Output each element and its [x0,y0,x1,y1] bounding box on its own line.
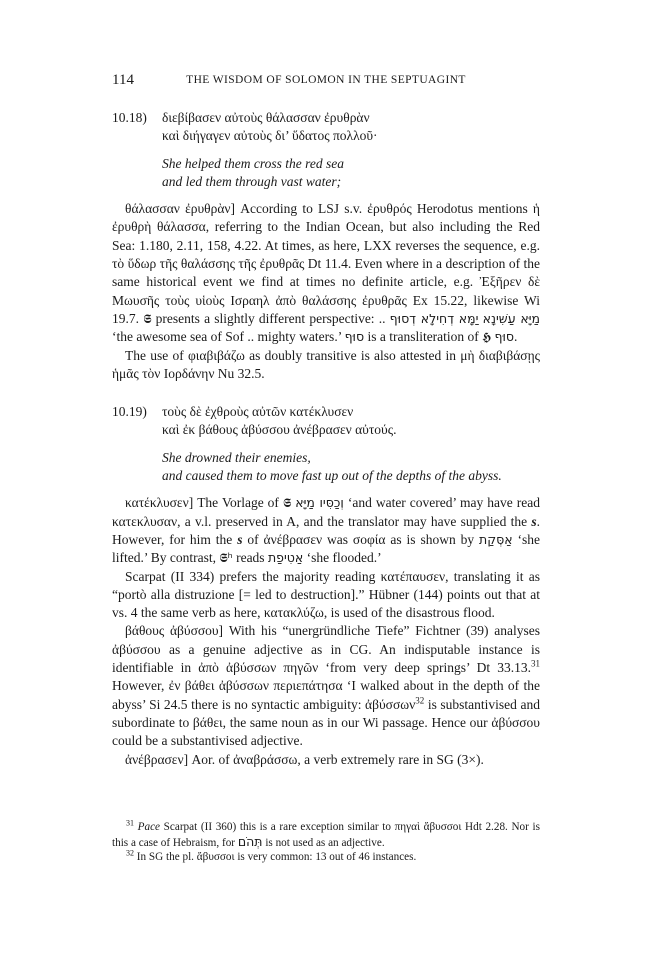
syriac-siglum: 𝕾 [282,495,292,511]
footnote-31: $^{31}$ Pace Scarpat (II 360) this is a rare exception similar to πηγαὶ ἄβυσσοι Hdt 2.28. Nor is this a case of Hebraism, for תְּהֹם is not used as an adjective. [112,818,540,849]
commentary-paragraph: ἀνέβρασεν] Aor. of ἀναβράσσω, a verb extremely rare in SG (3×). [125,751,484,767]
syriac-siglum: 𝕾 [143,310,152,326]
footnotes [112,820,540,865]
footnote-ref: 31 [531,658,540,669]
translation-line: and caused them to move fast up out of the depths of the abyss. [162,468,502,484]
verse-number: 10.19) [112,404,147,420]
hebrew-text: יַמָּא דְחִילָא דְסוּף [389,310,479,326]
hebrew-text: תְּהֹם [237,833,263,849]
commentary-paragraph: κατέκλυσεν] The Vorlage of 𝕾 וְכַסִּיו מַיָּא ‘and water covered’ may have read κατεκλυσαν, a v.l. preserved in A, and the translator may have supplied the s. However, for him the s of ἀνέβρασεν was σοφία as is shown by אַסְּקַת ‘she lifted.’ By contrast, 𝕾ʰ reads אַטִיפַת ‘she flooded.’ [112,495,540,566]
translation-line: She helped them cross the red sea [162,155,344,171]
greek-line: διεβίβασεν αὐτοὺς θάλασσαν ἐρυθρὰν [162,110,370,125]
hebrew-text: מַיָּא עַשִּׁינָא [482,310,541,326]
main-text [112,109,540,769]
hebrew-text: וְכַסִּיו מַיָּא [295,495,344,511]
page-header [112,72,540,90]
verse-10-19 [112,403,540,485]
hebrew-text: אַסְּקַת [479,531,513,547]
translation-line: and led them through vast water; [162,173,342,189]
commentary-paragraph: Scarpat (II 334) prefers the majority reading κατέπαυσεν, translating it as “portò alla distruzione [= led to destruction].” Hübner (144) points out that at vs. 4 the same verb as here, κατακλύζω, is used of the disastrous flood. [112,568,540,621]
page-number: 114 [112,72,134,88]
greek-line: καὶ ἐκ βάθους ἀβύσσου ἀνέβρασεν αὐτούς. [162,422,397,438]
syriac-siglum: 𝕾ʰ [219,550,233,566]
footnote-32: $^{32}$ In SG the pl. ἄβυσσοι is very common: 13 out of 46 instances. [126,848,417,863]
footnote-ref: 32 [415,695,425,706]
commentary-paragraph: βάθους ἀβύσσου] With his “unergründliche Tiefe” Fichtner (39) analyses ἀβύσσου as a genuine adjective as in CG. An indisputable instance is identifiable in ἀπὸ ἀβύσσων πηγῶν ‘from very deep springs’ Dt 33.13.31 However, ἐν βάθει ἀβύσσων περιεπάτησα ‘I walked about in the depth of the abyss’ Si 24.5 there is no syntactic ambiguity: ἀβύσσων$^{32}$ is substantivised and subordinate to βάθει, the same noun as in our Wi passage. Hence our ἀβύσσου could be a substantivised adjective. [112,623,540,749]
verse-number: 10.18) [112,110,147,125]
hebrew-text: סוּף [344,329,365,345]
hebrew-siglum: 𝕳 [482,329,492,345]
running-head: THE WISDOM OF SOLOMON IN THE SEPTUAGINT [186,74,466,86]
hebrew-text: סוּף [494,329,514,345]
greek-line: τοὺς δὲ ἐχθροὺς αὐτῶν κατέκλυσεν [162,404,354,420]
hebrew-text: אַטִיפַת [267,550,304,566]
greek-line: καὶ διήγαγεν αὐτοὺς δι’ ὕδατος πολλοῦ· [162,128,378,144]
commentary-paragraph: The use of φιαβιβάζω as doubly transitive is also attested in μὴ διαβιβάσῃς ἡμᾶς τὸν Ιορδάνην Nu 32.5. [112,347,540,381]
translation-line: She drowned their enemies, [162,449,311,465]
verse-10-18 [112,109,540,191]
commentary-paragraph: θάλασσαν ἐρυθρὰν] According to LSJ s.v. ἐρυθρός Herodotus mentions ἡ ἐρυθρὴ θάλασσα, referring to the Indian Ocean, but also including the Red Sea: 1.180, 2.11, 158, 4.22. At times, as here, LXX reverses the sequence, e.g. τὸ ὕδωρ τῆς θαλάσσης τῆς ἐρυθρᾶς Dt 11.4. Even where in a description of the same historical event we find at times no definite article, e.g. Ἐξῆρεν δὲ Μωυσῆς τοὺς υἱοὺς Ισραηλ ἀπὸ θαλάσσης ἐρυθρᾶς Ex 15.22, likewise Wi 19.7. 𝕾 presents a slightly different perspective: .. יַמָּא דְחִילָא דְסוּף מַיָּא עַשִּׁינָא ‘the awesome sea of Sof .. mighty waters.’ סוּף is a transliteration of 𝕳 סוּף. [112,201,541,345]
